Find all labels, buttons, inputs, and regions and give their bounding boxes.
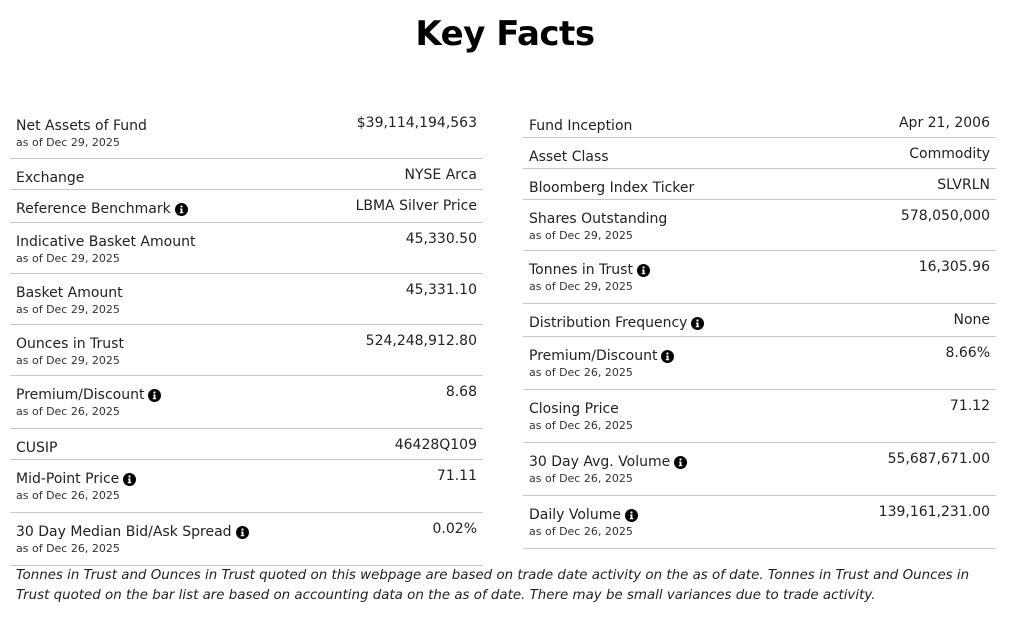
fact-as-of-date: as of Dec 26, 2025	[16, 405, 120, 418]
fact-label-group	[529, 115, 632, 134]
fact-label-group	[16, 231, 195, 266]
fact-value: None	[953, 312, 990, 328]
info-circle-icon[interactable]	[175, 203, 188, 216]
fact-label-text: Distribution Frequency	[529, 315, 688, 331]
fact-label-group	[16, 282, 123, 317]
fact-value: 46428Q109	[394, 437, 477, 453]
info-circle-icon[interactable]	[236, 526, 249, 539]
fact-label	[529, 262, 650, 278]
info-circle-icon[interactable]	[674, 456, 687, 469]
fact-label-group	[16, 521, 249, 556]
fact-value: LBMA Silver Price	[355, 198, 477, 214]
fact-label	[16, 170, 84, 186]
fact-label-group	[16, 437, 57, 456]
fact-row-daily-volume	[523, 496, 996, 549]
fact-row-30-day-avg-volume	[523, 443, 996, 496]
fact-label-group	[529, 504, 638, 539]
info-circle-icon[interactable]	[691, 317, 704, 330]
key-facts-left-column	[10, 107, 483, 566]
fact-label-group	[16, 468, 136, 503]
fact-as-of-date: as of Dec 29, 2025	[529, 229, 633, 242]
fact-value: $39,114,194,563	[356, 115, 477, 131]
fact-value: 45,330.50	[405, 231, 477, 247]
page-title: Key Facts	[415, 14, 595, 54]
fact-label	[529, 401, 619, 417]
fact-value: 8.68	[445, 384, 477, 400]
fact-label-group	[529, 451, 687, 486]
fact-label-text: Premium/Discount	[16, 387, 145, 403]
fact-row-net-assets-of-fund	[10, 107, 483, 159]
fact-label-text: Net Assets of Fund	[16, 118, 147, 134]
fact-row-premium-discount	[523, 337, 996, 390]
fact-label	[529, 315, 704, 331]
fact-row-reference-benchmark	[10, 190, 483, 223]
fact-label-group	[16, 167, 84, 186]
fact-label	[529, 180, 694, 196]
fact-row-fund-inception	[523, 107, 996, 138]
fact-label	[16, 471, 136, 487]
fact-row-mid-point-price	[10, 460, 483, 513]
fact-label-text: Fund Inception	[529, 118, 633, 134]
fact-row-premium-discount	[10, 376, 483, 429]
fact-label	[16, 336, 124, 352]
fact-as-of-date: as of Dec 26, 2025	[529, 366, 633, 379]
fact-row-ounces-in-trust	[10, 325, 483, 376]
fact-value: 71.12	[949, 398, 990, 414]
fact-label-text: 30 Day Median Bid/Ask Spread	[16, 524, 232, 540]
fact-row-30-day-median-bid-ask-spread	[10, 513, 483, 566]
fact-value: NYSE Arca	[404, 167, 477, 183]
fact-label-group	[529, 312, 704, 331]
fact-label	[529, 118, 632, 134]
fact-row-basket-amount	[10, 274, 483, 325]
fact-label-group	[529, 177, 694, 196]
fact-label	[529, 149, 609, 165]
fact-label	[16, 440, 57, 456]
fact-as-of-date: as of Dec 26, 2025	[529, 419, 633, 432]
fact-as-of-date: as of Dec 29, 2025	[16, 252, 120, 265]
fact-value: Commodity	[909, 146, 990, 162]
fact-label-text: Reference Benchmark	[16, 201, 171, 217]
fact-label-text: CUSIP	[16, 440, 58, 456]
fact-label-group	[529, 398, 633, 433]
fact-row-cusip	[10, 429, 483, 460]
fact-label	[529, 348, 674, 364]
fact-as-of-date: as of Dec 29, 2025	[529, 280, 633, 293]
fact-label-text: Premium/Discount	[529, 348, 658, 364]
fact-row-tonnes-in-trust	[523, 251, 996, 304]
fact-value: 139,161,231.00	[878, 504, 990, 520]
fact-value: 0.02%	[432, 521, 477, 537]
fact-label-text: Bloomberg Index Ticker	[529, 180, 695, 196]
fact-row-shares-outstanding	[523, 200, 996, 251]
info-circle-icon[interactable]	[123, 473, 136, 486]
fact-label-text: Asset Class	[529, 149, 609, 165]
fact-label-text: Shares Outstanding	[529, 211, 668, 227]
fact-as-of-date: as of Dec 29, 2025	[16, 303, 120, 316]
fact-row-closing-price	[523, 390, 996, 443]
fact-value: 8.66%	[945, 345, 990, 361]
fact-label	[16, 524, 249, 540]
fact-label	[529, 454, 687, 470]
fact-as-of-date: as of Dec 29, 2025	[16, 354, 120, 367]
fact-label-group	[16, 198, 188, 217]
fact-label	[16, 285, 123, 301]
key-facts-right-column	[523, 107, 996, 549]
fact-label-group	[529, 146, 609, 165]
fact-row-exchange	[10, 159, 483, 190]
fact-as-of-date: as of Dec 26, 2025	[529, 525, 633, 538]
fact-row-indicative-basket-amount	[10, 223, 483, 274]
fact-as-of-date: as of Dec 29, 2025	[16, 136, 120, 149]
fact-label-group	[16, 333, 124, 368]
fact-label-text: Tonnes in Trust	[529, 262, 633, 278]
fact-label-text: Basket Amount	[16, 285, 123, 301]
fact-label-text: Indicative Basket Amount	[16, 234, 196, 250]
fact-label	[529, 507, 638, 523]
fact-label	[16, 201, 188, 217]
fact-value: SLVRLN	[937, 177, 990, 193]
fact-label	[16, 234, 195, 250]
fact-value: 55,687,671.00	[887, 451, 990, 467]
fact-label-text: Ounces in Trust	[16, 336, 124, 352]
fact-label-group	[529, 208, 667, 243]
fact-label-text: Daily Volume	[529, 507, 621, 523]
footnote: Tonnes in Trust and Ounces in Trust quoted on this webpage are based on trade date activity on the as of date. Tonnes in Trust and Ounces in Trust quoted on the bar list are based on accounting data on the as of date. There may be small variances due to trade activity.	[16, 568, 970, 603]
info-circle-icon[interactable]	[661, 350, 674, 363]
fact-label-text: 30 Day Avg. Volume	[529, 454, 671, 470]
fact-value: 71.11	[436, 468, 477, 484]
fact-value: 524,248,912.80	[365, 333, 477, 349]
fact-label-group	[16, 384, 161, 419]
fact-row-distribution-frequency	[523, 304, 996, 337]
fact-as-of-date: as of Dec 26, 2025	[16, 489, 120, 502]
fact-label-text: Exchange	[16, 170, 85, 186]
fact-label-text: Closing Price	[529, 401, 619, 417]
fact-value: 45,331.10	[405, 282, 477, 298]
fact-row-asset-class	[523, 138, 996, 169]
fact-value: Apr 21, 2006	[898, 115, 990, 131]
fact-as-of-date: as of Dec 26, 2025	[529, 472, 633, 485]
fact-label	[16, 387, 161, 403]
fact-value: 578,050,000	[900, 208, 990, 224]
fact-label-text: Mid-Point Price	[16, 471, 120, 487]
fact-label	[529, 211, 667, 227]
fact-value: 16,305.96	[918, 259, 990, 275]
info-circle-icon[interactable]	[148, 389, 161, 402]
fact-row-bloomberg-index-ticker	[523, 169, 996, 200]
fact-label-group	[529, 259, 650, 294]
fact-as-of-date: as of Dec 26, 2025	[16, 542, 120, 555]
fact-label-group	[16, 115, 147, 150]
info-circle-icon[interactable]	[625, 509, 638, 522]
fact-label	[16, 118, 147, 134]
info-circle-icon[interactable]	[637, 264, 650, 277]
fact-label-group	[529, 345, 674, 380]
